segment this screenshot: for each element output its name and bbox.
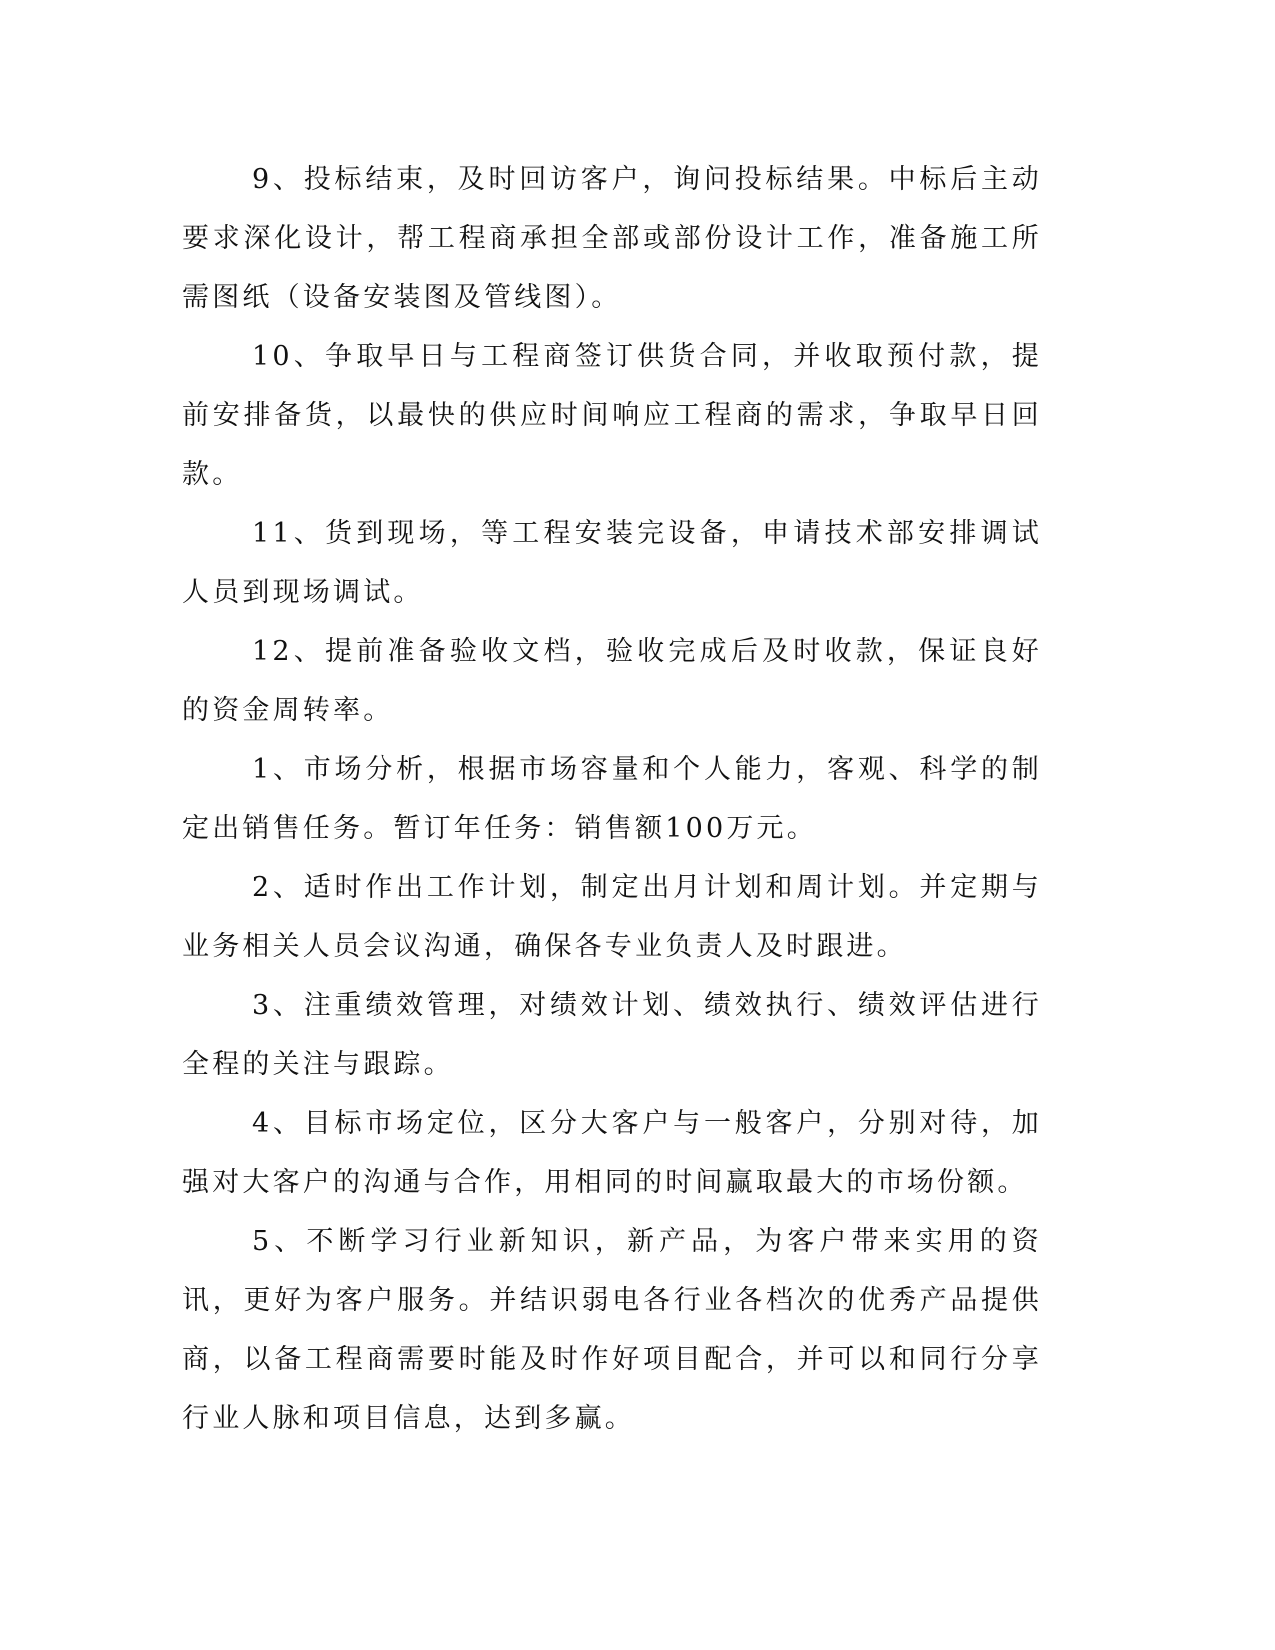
paragraph-item-9: 9、投标结束，及时回访客户，询问投标结果。中标后主动要求深化设计，帮工程商承担全部或部份设计工作，准备施工所需图纸（设备安装图及管线图）。 bbox=[182, 164, 1042, 313]
paragraph-item-10: 10、争取早日与工程商签订供货合同，并收取预付款，提前安排备货，以最快的供应时间响应工程商的需求，争取早日回款。 bbox=[182, 341, 1042, 490]
document-body bbox=[182, 150, 1042, 1448]
paragraph-item-12: 12、提前准备验收文档，验收完成后及时收款，保证良好的资金周转率。 bbox=[182, 636, 1042, 726]
paragraph-plan-1: 1、市场分析，根据市场容量和个人能力，客观、科学的制定出销售任务。暂订年任务：销售额100万元。 bbox=[182, 754, 1042, 844]
paragraph-item-11: 11、货到现场，等工程安装完设备，申请技术部安排调试人员到现场调试。 bbox=[182, 518, 1042, 608]
paragraph-plan-2: 2、适时作出工作计划，制定出月计划和周计划。并定期与业务相关人员会议沟通，确保各专业负责人及时跟进。 bbox=[182, 872, 1042, 962]
paragraph-plan-4: 4、目标市场定位，区分大客户与一般客户，分别对待，加强对大客户的沟通与合作，用相同的时间赢取最大的市场份额。 bbox=[182, 1108, 1042, 1198]
paragraph-plan-5: 5、不断学习行业新知识，新产品，为客户带来实用的资讯，更好为客户服务。并结识弱电各行业各档次的优秀产品提供商，以备工程商需要时能及时作好项目配合，并可以和同行分享行业人脉和项目信息，达到多赢。 bbox=[182, 1226, 1042, 1434]
paragraph-plan-3: 3、注重绩效管理，对绩效计划、绩效执行、绩效评估进行全程的关注与跟踪。 bbox=[182, 990, 1042, 1080]
